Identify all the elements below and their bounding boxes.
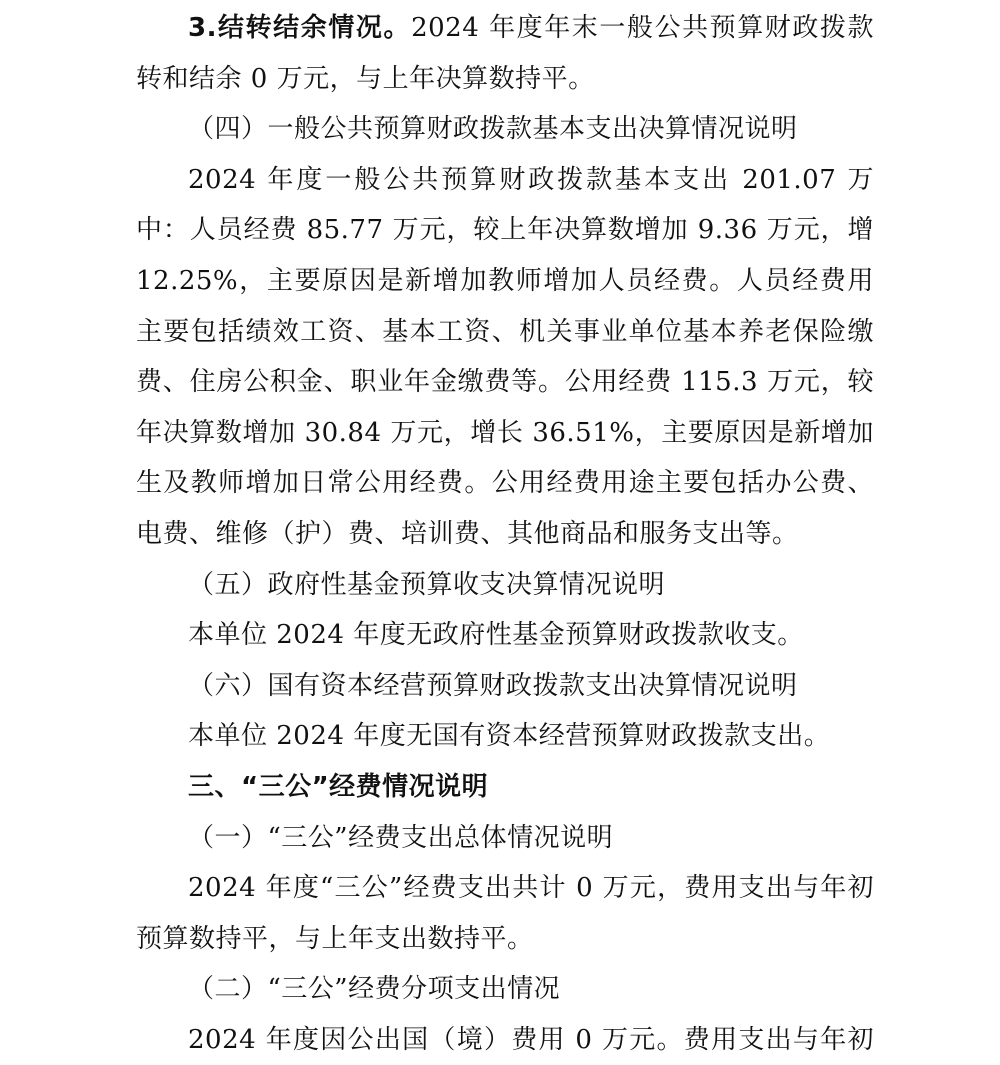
paragraph-line: 生及教师增加日常公用经费。公用经费用途主要包括办公费、 <box>136 468 874 499</box>
paragraph-line <box>136 3 874 54</box>
paragraph-line: 费、住房公积金、职业年金缴费等。公用经费 115.3 万元，较 <box>136 367 874 398</box>
section-heading: （五）政府性基金预算收支决算情况说明 <box>188 569 666 600</box>
paragraph-line: 电费、维修（护）费、培训费、其他商品和服务支出等。 <box>136 518 799 549</box>
paragraph-line: 本单位 2024 年度无政府性基金预算财政拨款收支。 <box>188 620 804 651</box>
chapter-heading: 三、“三公”经费情况说明 <box>188 771 489 802</box>
paragraph-line: 2024 年度一般公共预算财政拨款基本支出 201.07 万 <box>188 164 874 195</box>
document-page <box>136 3 874 1065</box>
line-text: 2024 年度年末一般公共预算财政拨款 <box>411 13 874 43</box>
section-heading: （四）一般公共预算财政拨款基本支出决算情况说明 <box>188 114 798 145</box>
paragraph-line: 2024 年度“三公”经费支出共计 0 万元，费用支出与年初 <box>188 873 874 904</box>
paragraph-line: 预算数持平，与上年支出数持平。 <box>136 923 534 954</box>
paragraph-line: 12.25%，主要原因是新增加教师增加人员经费。人员经费用 <box>136 265 874 296</box>
section-heading: （二）“三公”经费分项支出情况 <box>188 974 561 1005</box>
paragraph-line: 本单位 2024 年度无国有资本经营预算财政拨款支出。 <box>188 721 831 752</box>
paragraph-line: 2024 年度因公出国（境）费用 0 万元。费用支出与年初 <box>188 1024 874 1055</box>
paragraph-line: 主要包括绩效工资、基本工资、机关事业单位基本养老保险缴 <box>136 316 874 347</box>
section-heading: （一）“三公”经费支出总体情况说明 <box>188 822 614 853</box>
subsection-lead: 3.结转结余情况。 <box>188 13 412 43</box>
paragraph-line: 年决算数增加 30.84 万元，增长 36.51%，主要原因是新增加 <box>136 417 874 448</box>
paragraph-line: 中：人员经费 85.77 万元，较上年决算数增加 9.36 万元，增 <box>136 215 874 246</box>
section-heading: （六）国有资本经营预算财政拨款支出决算情况说明 <box>188 670 798 701</box>
paragraph-line: 转和结余 0 万元，与上年决算数持平。 <box>136 63 595 94</box>
